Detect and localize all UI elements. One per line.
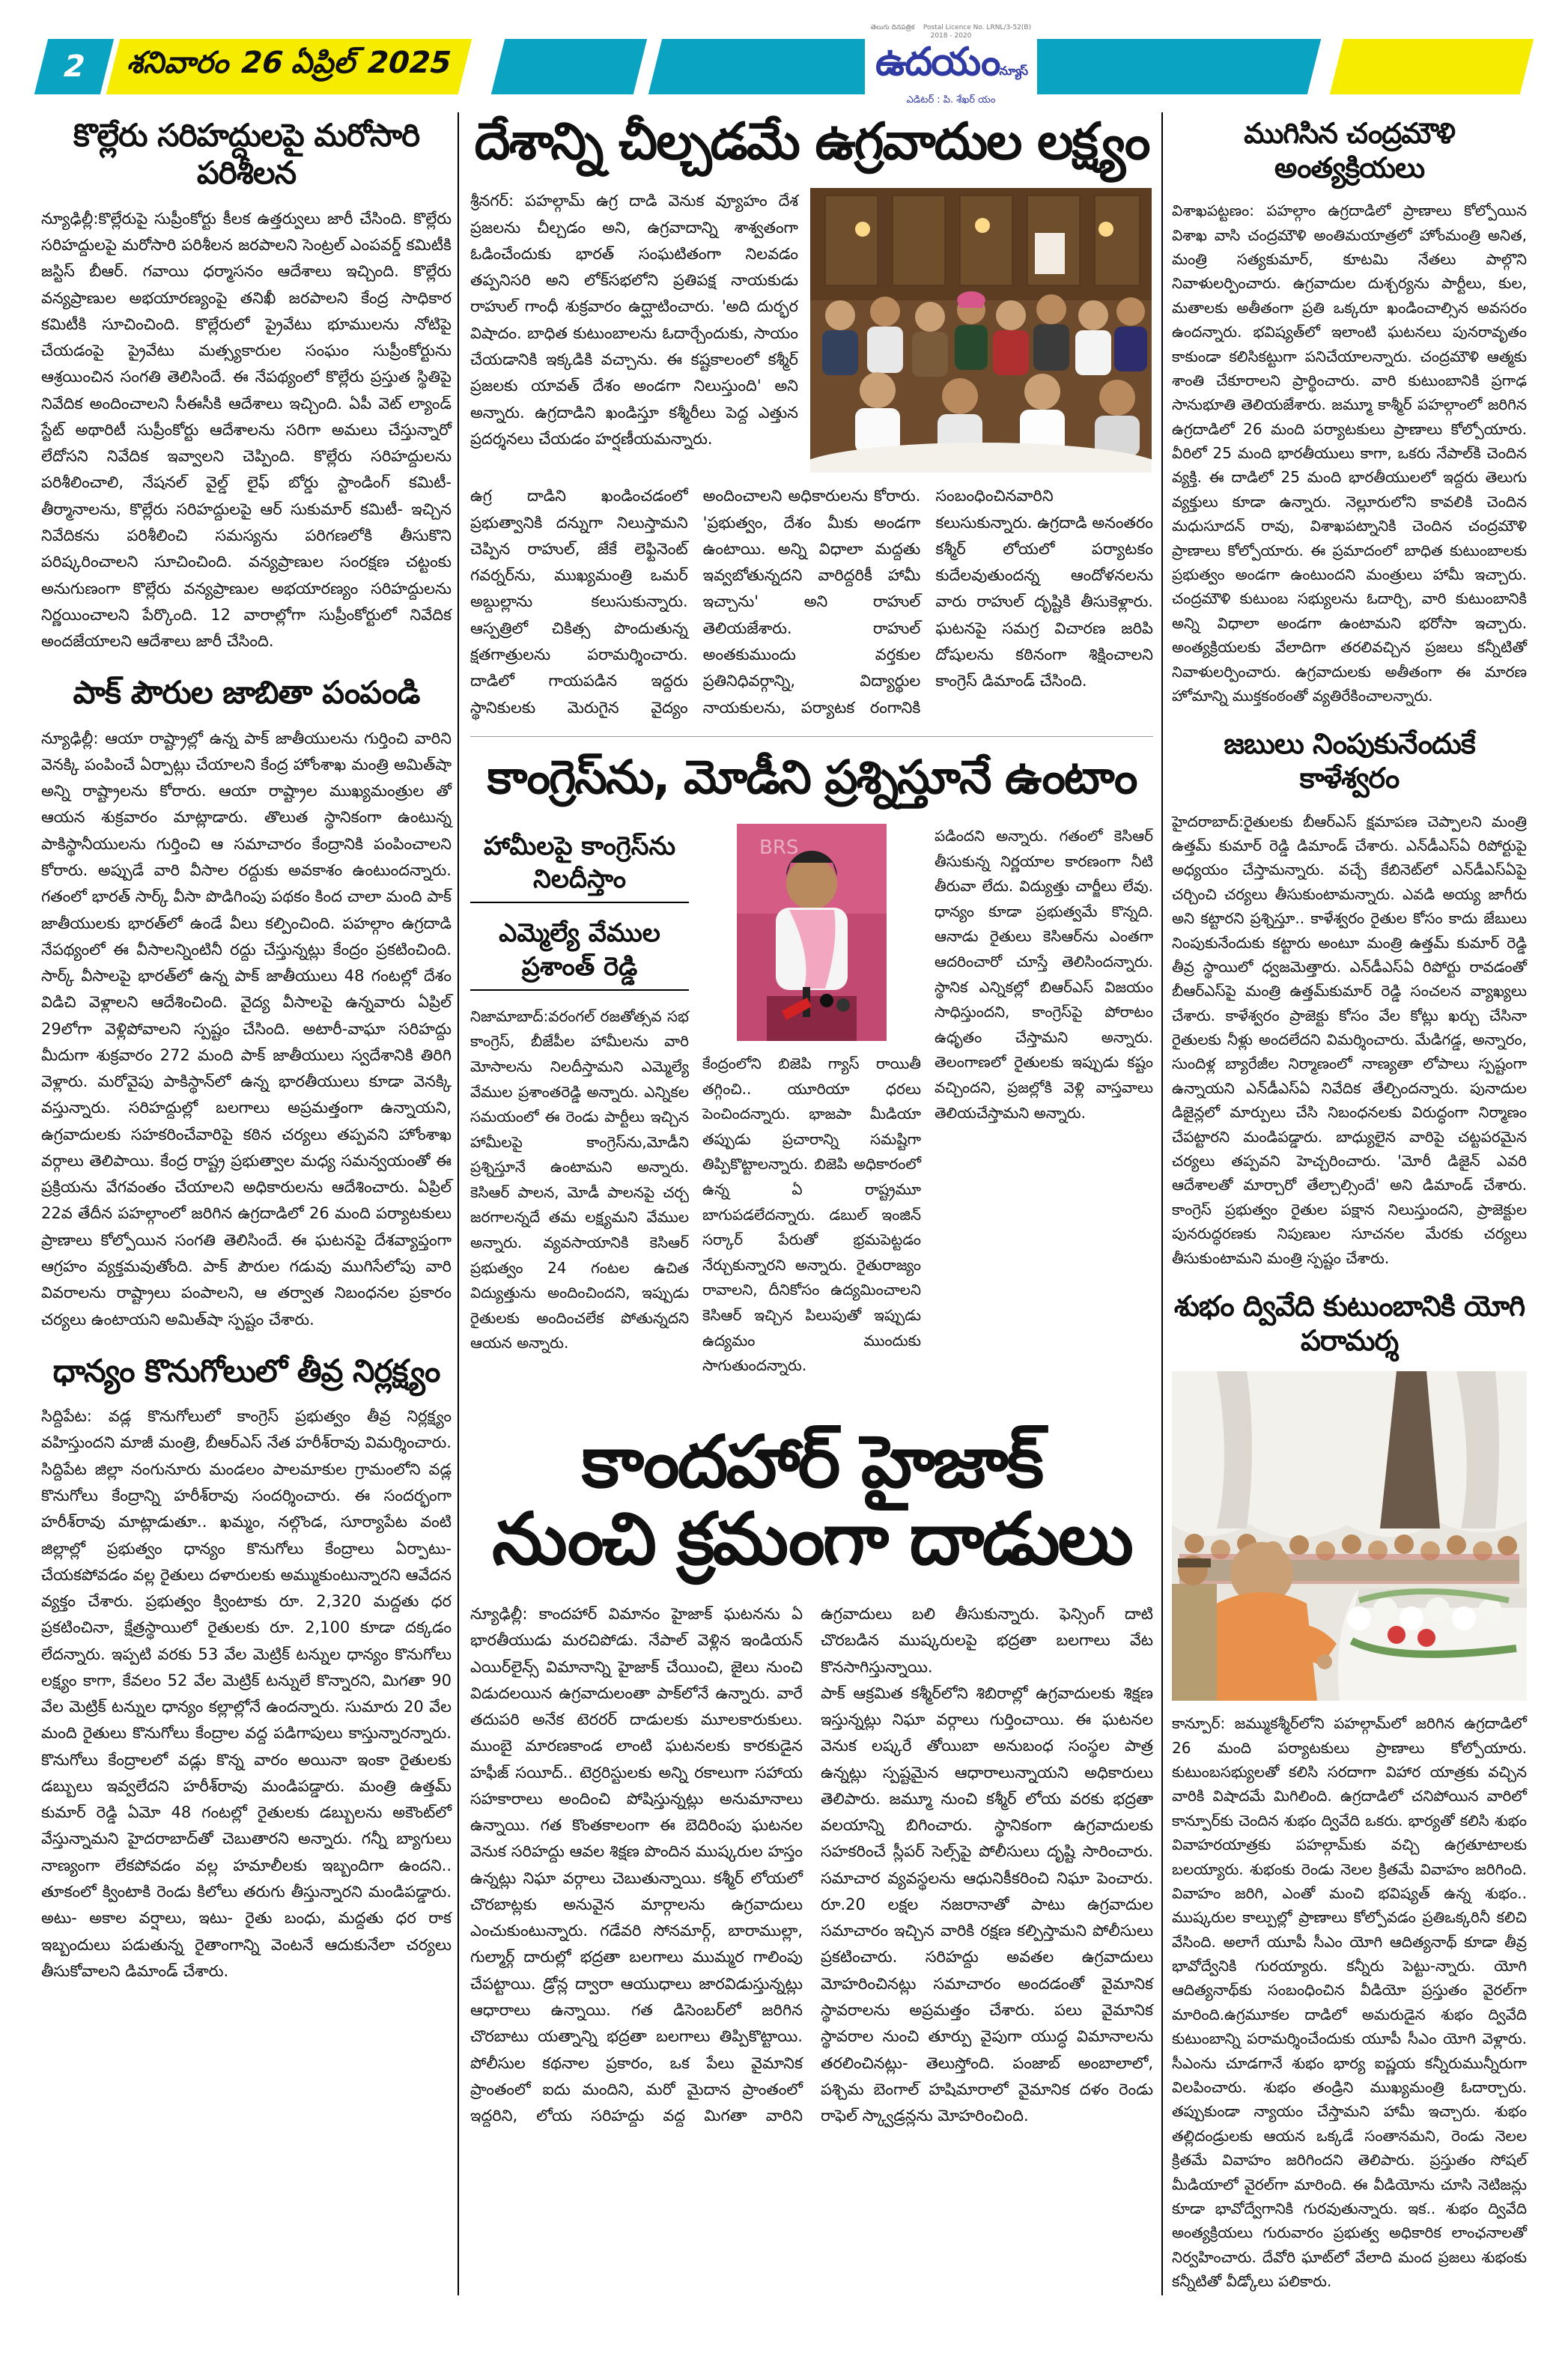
right-column [1172,112,1527,2313]
headline: కొల్లేరు సరిహద్దులపై మరోసారి పరిశీలన [73,117,420,192]
article-body: విశాఖపట్టణం: పహల్గాం ఉగ్రదాడిలో ప్రాణాలు కోల్పోయిన విశాఖ వాసి చంద్రమౌళి అంతిమయాత్రలో హోంమంత్రి అనిత, మంత్రి సత్యకుమార్, కూటమి నేతలు పాల్గొని నివాళులర్పించారు. ఉగ్రవాదుల దుశ్చర్యను పార్టీలు, కుల, మతాలకు అతీతంగా ప్రతి ఒక్కరూ ఖండించాల్సిన అవసరం ఉందన్నారు. భవిష్యత్‌లో ఇలాంటి ఘటనలు పునరావృతం కాకుండా కలిసికట్టుగా పనిచేయాలన్నారు. చంద్రమౌళి ఆత్మకు శాంతి చేకూరాలని ప్రార్థించారు. వారి కుటుంబానికి ప్రగాఢ సానుభూతి తెలియజేశారు. జమ్మూ కాశ్మీర్ పహల్గాంలో జరిగిన ఉగ్రదాడిలో 26 మంది పర్యాటకులు ప్రాణాలు కోల్పోయారు. వీరిలో 25 మంది భారతీయులు కాగా, ఒకరు నేపాల్‌కి చెందిన వ్యక్తి. ఈ దాడిలో 25 మంది భారతీయులలో ఇద్దరు తెలుగు వ్యక్తులు కూడా ఉన్నారు. నెల్లూరులోని కావలికి చెందిన మధుసూదన్ రావు, విశాఖపట్నానికి చెందిన చంద్రమౌళి ప్రాణాలు కోల్పోయారు. ఈ ప్రమాదంలో బాధిత కుటుంబాలకు ప్రభుత్వం అండగా ఉంటుందని మంత్రులు హామీ ఇచ్చారు. చంద్రమౌళి కుటుంబ సభ్యులను ఓదార్చి, వారి కుటుంబానికి అన్ని విధాలా అండగా ఉంటామని భరోసా ఇచ్చారు. అంత్యక్రియలకు వేలాదిగా తరలివచ్చిన ప్రజలు కన్నీటితో నివాళులర్పించారు. ఉగ్రవాదులకు అతీతంగా ఈ మారణ హోమాన్ని ముక్తకంఠంతో వ్యతిరేకించాలన్నారు. [1172,201,1527,705]
masthead-cyan-strip-left [491,39,647,94]
article-terrorists-aim [470,112,1153,721]
headline [470,1419,1153,1582]
meeting-photo-illustration [810,188,1152,473]
headline: జబులు నింపుకునేందుకే కాళేశ్వరం [1224,727,1475,795]
article-kandahar-hijack [470,1419,1153,2130]
article-body: కేంద్రంలోని బిజెపి గ్యాస్ రాయితీ తగ్గించి.. యూరియా ధరలు పెంచిందన్నారు. భాజపా మీడియా తప్పుడు ప్రచారాన్ని సమష్టిగా తిప్పికొట్టాలన్నారు. బిజెపి అధికారంలో ఉన్న ఏ రాష్ట్రమూ బాగుపడలేదన్నారు. డబుల్ ఇంజిన్ సర్కార్ పేరుతో భ్రమపెట్టడం నేర్చుకున్నారని అన్నారు. రైతురాజ్యం రావాలని, దీనికోసం ఉద్యమించాలని కెసిఆర్ ఇచ్చిన పిలుపుతో ఇప్పుడు ఉద్యమం ముందుకు సాగుతుందన్నారు. [702,1054,921,1375]
article-body: న్యూఢిల్లీ: ఆయా రాష్ట్రాల్లో ఉన్న పాక్ జాతీయులను గుర్తించి వారిని వెనక్కి పంపించే ఏర్పాట్లు చేయాలని కేంద్ర హోంశాఖ మంత్రి అమిత్‌షా అన్ని రాష్ట్రాలను కోరారు. ఆయా రాష్ట్రాల ముఖ్యమంత్రుల తో ఆయన శుక్రవారం మాట్లాడారు. తొలుత స్థానికంగా ఉంటున్న పాకిస్థానీయులను గుర్తించి ఆ సమాచారం కేంద్రానికి పంపించాలని కోరారు. అప్పుడే వారి వీసాల రద్దుకు అవకాశం ఉంటుందన్నారు. గతంలో భారత్ సార్క్ వీసా పొడిగింపు పథకం కింద చాలా మంది పాక్ జాతీయులకు భారత్‌లో ఉండే వీలు కల్పించింది. పహల్గాం ఉగ్రదాడి నేపథ్యంలో ఈ వీసాలన్నింటినీ రద్దు చేస్తున్నట్లు కేంద్రం ప్రకటించింది. సార్క్ వీసాలపై భారత్‌లో ఉన్న పాక్ జాతీయులు 48 గంటల్లో దేశం విడిచి వెళ్లాలని ఆదేశించింది. వైద్య వీసాలపై ఉన్నవారు ఏప్రిల్ 29లోగా వెళ్లిపోవాలని స్పష్టం చేసింది. అటారీ-వాఘా సరిహద్దు మీదుగా శుక్రవారం 272 మంది పాక్ జాతీయులు స్వదేశానికి తిరిగి వెళ్లారు. మరోవైపు పాకిస్థాన్‌లో ఉన్న భారతీయులు కూడా వెనక్కి వస్తున్నారు. సరిహద్దుల్లో బలగాలు అప్రమత్తంగా ఉన్నాయని, ఉగ్రవాదులకు సహకరించేవారిపై కఠిన చర్యలు తప్పవని హోంశాఖ వర్గాలు తెలిపాయి. కేంద్ర రాష్ట్ర ప్రభుత్వాల మధ్య సమన్వయంతో ఈ ప్రక్రియను వేగవంతం చేయాలని అధికారులను ఆదేశించారు. ఏప్రిల్ 22వ తేదీన పహల్గాంలో జరిగిన ఉగ్రదాడిలో 26 మంది పర్యాటకులు ప్రాణాలు కోల్పోయిన సంగతి తెలిసిందే. ఈ ఘటనపై దేశవ్యాప్తంగా ఆగ్రహం వ్యక్తమవుతోంది. పాక్ పౌరుల గడువు ముగిసేలోపు వారి వివరాలను రాష్ట్రాలు పంపాలని, ఆ తర్వాత నిబంధనల ప్రకారం చర్యలు ఉంటాయని అమిత్‌షా స్పష్టం చేశారు. [41,729,452,1329]
article-chandramouli-funeral [1172,117,1527,708]
article-body-col1: న్యూఢిల్లీ: కాందహార్ విమానం హైజాక్ ఘటనను ఏ భారతీయుడు మరచిపోడు. నేపాల్ వెళ్లిన ఇండియన్ ఎయిర్‌లైన్స్ విమానాన్ని హైజాక్ చేయించి, జైలు నుంచి విడుదలయిన ఉగ్రవాదులంతా పాక్‌లోనే ఉన్నారు. వారే తదుపరి అనేక టెరరర్ దాడులకు మూలకారుకులు. ముంబై మారణకాండ లాంటి ఘటనలకు కారకుడైన హఫీజ్ సయీద్.. టెర్రరిస్టులకు అన్ని రకాలుగా సహాయ సహకారాలు అందించి పోషిస్తున్నట్లు అనుమానాలు ఉన్నాయి. గత కొంతకాలంగా ఈ బెదిరింపు ఘటనల వెనుక సరిహద్దు ఆవల శిక్షణ పొందిన ముష్కరుల హస్తం ఉన్నట్లు నిఘా వర్గాలు చెబుతున్నాయి. కశ్మీర్ లోయలో చొరబాట్లకు అనువైన మార్గాలను ఉగ్రవాదులు ఎంచుకుంటున్నారు. గడేవరి సోనమార్గ్, బారాముల్లా, గుల్మార్గ్ దారుల్లో భద్రతా బలగాలు ముమ్మర గాలింపు చేపట్టాయి. డ్రోన్ల ద్వారా ఆయుధాలు జారవిడుస్తున్నట్లు ఆధారాలు ఉన్నాయి. గత డిసెంబర్‌లో జరిగిన చొరబాటు యత్నాన్ని భద్రతా బలగాలు తిప్పికొట్టాయి. పోలీసుల కథనాల ప్రకారం, ఒక పేలు వైమానిక ప్రాంతంలో ఐదు మందిని, మరో మైదాన ప్రాంతంలో ఇద్దరిని, లోయ సరిహద్దు వద్ద మిగతా వారిని ఉగ్రవాదులు బలి తీసుకున్నారు. ఫెన్సింగ్ దాటి చొరబడిన ముష్కరులపై భద్రతా బలగాలు వేట కొనసాగిస్తున్నాయి. [470,1605,1153,2125]
article-yogi-condolence [1172,1290,1527,2294]
kicker-line-2: ఎమ్మెల్యే వేముల ప్రశాంత్ రెడ్డి [470,911,689,990]
svg-text:BRS: BRS [759,836,799,859]
headline-line-2: నుంచి క్రమంగా దాడులు [492,1497,1131,1582]
article-body-col2: పాక్ ఆక్రమిత కశ్మీర్‌లోని శిబిరాల్లో ఉగ్రవాదులకు శిక్షణ ఇస్తున్నట్లు నిఘా వర్గాలు గుర్తించాయి. ఈ ఘటనల వెనుక లష్కరే తోయిబా అనుబంధ సంస్థల పాత్ర ఉన్నట్లు స్పష్టమైన ఆధారాలున్నాయని అధికారులు తెలిపారు. జమ్మూ నుంచి కశ్మీర్ లోయ వరకు భద్రతా వలయాన్ని బిగించారు. స్థానికంగా ఉగ్రవాదులకు సహకరించే స్లీపర్ సెల్స్‌పై పోలీసులు దృష్టి సారించారు. సమాచార వ్యవస్థలను ఆధునికీకరించి నిఘా పెంచారు. రూ.20 లక్షల నజరానాతో పాటు ఉగ్రవాదుల సమాచారం ఇచ్చిన వారికి రక్షణ కల్పిస్తామని పోలీసులు ప్రకటించారు. సరిహద్దు అవతల ఉగ్రవాదులు మోహరించినట్లు సమాచారం అందడంతో వైమానిక స్థావరాలను అప్రమత్తం చేశారు. పలు వైమానిక స్థావరాల నుంచి తూర్పు వైపుగా యుద్ధ విమానాలను తరలించినట్లు- తెలుస్తోంది. పంజాబ్ అంబాలాలో, పశ్చిమ బెంగాల్ హషిమారాలో వైమానిక దళం రెండు రాఫెల్ స్క్వాడ్రన్లను మోహరించింది. [821,1684,1153,2125]
editor-line: ఎడిటర్ : పి. శేఖర్ యం [906,94,996,106]
headline-line-1: కాందహార్ హైజాక్ [581,1419,1042,1504]
column-divider-left [458,112,459,2295]
headline: ముగిసిన చంద్రమౌళి అంత్యక్రియలు [1244,117,1455,184]
article-congress-question [470,749,1153,1398]
headline: శుభం ద్వివేది కుటుంబానికి యోగి పరామర్శ [1173,1290,1525,1357]
congress-col-1 [470,824,689,1398]
logo-suffix: న్యూస్ [999,64,1027,78]
article-body: హైదరాబాద్:రైతులకు బీఆర్ఎస్ క్షమాపణ చెప్పాలని మంత్రి ఉత్తమ్ కుమార్ రెడ్డి డిమాండ్ చేశారు. ఎన్‌డీఎస్ఏ రిపోర్టుపై అధ్యయం చేస్తామన్నారు. వచ్చే కేబినెట్‌లో ఎన్‌డీఎస్ఏపై చర్చించి చర్యలు తీసుకుంటామన్నారు. ఎవడి అయ్య జాగీరు అని కట్టారని ప్రశ్నిస్తూ.. కాళేశ్వరం రైతుల కోసం కాదు జేబులు నింపుకునేందుకు కట్టారు అంటూ మంత్రి ఉత్తమ్ కుమార్ రెడ్డి తీవ్ర స్థాయిలో ధ్వజమెత్తారు. ఎన్‌డీఎస్ఏ రిపోర్టు రావడంతో బీఆర్ఎస్‌పై మంత్రి ఉత్తమ్‌కుమార్ రెడ్డి సంచలన వ్యాఖ్యలు చేశారు. కాళేశ్వరం ప్రాజెక్టు కోసం వేల కోట్లు ఖర్చు చేసినా రైతులకు నీళ్లు అందలేదని విమర్శించారు. మేడిగడ్డ, అన్నారం, సుందిళ్ల బ్యారేజీల నిర్మాణంలో నాణ్యతా లోపాలు స్పష్టంగా ఉన్నాయని ఎన్‌డీఎస్ఏ నివేదిక తేల్చిందన్నారు. పునాదుల డిజైన్లలో మార్పులు చేసి నిబంధనలకు విరుద్ధంగా నిర్మాణం చేపట్టారని మండిపడ్డారు. బాధ్యులైన వారిపై చట్టపరమైన చర్యలు తప్పవని హెచ్చరించారు. 'మోరీ డిజైన్ ఎవరి ఆదేశాలతో మార్చారో తేల్చాల్సిందే' అని డిమాండ్ చేశారు. కాంగ్రెస్ ప్రభుత్వం రైతుల పక్షాన నిలుస్తుందని, ప్రాజెక్టుల పునరుద్ధరణకు నిపుణుల సూచనల మేరకు చర్యలు తీసుకుంటామని మంత్రి స్పష్టం చేశారు. [1172,812,1527,1267]
article-body: పడిందని అన్నారు. గతంలో కెసిఆర్ తీసుకున్న నిర్ణయాల కారణంగా నీటి తీరువా లేదు. విద్యుత్తు చార్జీలు లేవు. ధాన్యం కూడా ప్రభుత్వమే కొన్నది. ఆనాడు రైతులు కెసిఆర్‌ను ఎంతగా ఆదరించారో చూస్తే తెలిసిందన్నారు. స్థానిక ఎన్నికల్లో బిఆర్ఎస్ విజయం సాధిస్తుందని, కాంగ్రెస్‌పై పోరాటం ఉధృతం చేస్తామని అన్నారు. తెలంగాణలో రైతులకు ఇప్పుడు కష్టం వచ్చిందని, ప్రజల్లోకి వెళ్లి వాస్తవాలు తెలియచేస్తామని అన్నారు. [935,826,1153,1122]
headline: పాక్ పౌరుల జాబితా పంపండి [73,674,420,711]
page-number-badge [34,39,114,94]
newspaper-logo: ఉదయంన్యూస్ [875,40,1027,85]
newspaper-logo-box [865,22,1037,112]
article-pak-citizens [41,674,452,1333]
left-column [41,112,452,2004]
congress-col-3 [935,824,1153,1398]
masthead [41,24,1527,106]
article-body: కాన్పూర్: జమ్ముకశ్మీర్‌లోని పహల్గామ్‌లో జరిగిన ఉగ్రదాడిలో 26 మంది పర్యాటకులు ప్రాణాలు కోల్పోయారు. కుటుంబసభ్యులతో కలిసి సరదాగా విహార యాత్రకు వచ్చిన వారికి విషాదమే మిగిలింది. ఉగ్రదాడిలో చనిపోయిన వారిలో కాన్పూర్‌కు చెందిన శుభం ద్వివేది ఒకరు. భార్యతో కలిసి శుభం వివాహరయాత్రకు పహల్గామ్‌కు వచ్చి ఉగ్రతూటాలకు బలయ్యారు. శుభంకు రెండు నెలల క్రితమే వివాహం జరిగింది. వివాహం జరిగి, ఎంతో మంచి భవిష్యత్ ఉన్న శుభం.. ముష్కరుల కాల్పుల్లో ప్రాణాలు కోల్పోవడం ప్రతిఒక్కరినీ కలిచి వేసింది. అలాగే యూపీ సీఎం యోగి ఆదిత్యనాథ్ కూడా తీవ్ర భావోద్వేనికి గురయ్యారు. కన్నీరు పెట్టు-న్నారు. యోగి ఆదిత్యనాథ్‌కు సంబంధించిన వీడియో ప్రస్తుతం వైరల్‌గా మారింది.ఉగ్రమూకల దాడిలో అమరుడైన శుభం ద్వివేది కుటుంబాన్ని పరామర్శించేందుకు యూపీ సీఎం యోగి వెళ్లారు. సీఎంను చూడగానే శుభం భార్య ఐష్ణయ కన్నీరుమున్నీరుగా విలపించారు. శుభం తండ్రిని ముఖ్యమంత్రి ఓదార్చారు. తప్పుకుండా న్యాయం చేస్తామని హామీ ఇచ్చారు. శుభం తల్లిదండ్రులకు ఆయన ఒక్కడే సంతానమని, రెండు నెలల క్రితమే వివాహం జరిగిందని తెలిపారు. ప్రస్తుతం సోషల్ మీడియాలో వైరల్‌గా మారింది. ఈ వీడియోను చూసి నెటిజన్లు కూడా భావోద్వేగానికి గురవుతున్నారు. ఇక.. శుభం ద్వివేది అంత్యక్రియలు గురువారం ప్రభుత్వ అధికారిక లాంఛనాలతో నిర్వహించారు. దేవోరి ఘాట్‌లో వేలాది మంద ప్రజలు శుభంకు కన్నీటితో వీడ్కోలు పలికారు. [1172,1714,1527,2291]
masthead-yellow-strip-right [1330,39,1534,94]
section-divider [470,736,1153,737]
column-divider-right [1161,112,1163,2295]
kicker-line-1: హామీలపై కాంగ్రెస్‌ను నిలదీస్తాం [470,824,689,903]
page-number: 2 [59,49,89,84]
yogi-condolence-photo [1172,1371,1527,1701]
article-body: నిజామాబాద్:వరంగల్ రజతోత్సవ సభ కాంగ్రెస్, బీజేపీల హామీలను వారి మోసాలను నిలదీస్తామని ఎమ్మెల్యే వేముల ప్రశాంతరెడ్డి అన్నారు. ఎన్నికల సమయంలో ఈ రెండు పార్టీలు ఇచ్చిన హామీలపై కాంగ్రెస్‌ను,మోడీని ప్రశ్నిస్తూనే ఉంటామని అన్నారు. కెసిఆర్ పాలన, మోడీ పాలనపై చర్చ జరగాలన్నదే తమ లక్ష్యమని వేముల అన్నారు. వ్యవసాయానికి కెసిఆర్ ప్రభుత్వం 24 గంటల ఉచిత విద్యుత్తును అందించిందని, ఇప్పుడు రైతులకు అందించలేక పోతున్నదని ఆయన అన్నారు. [470,1007,689,1352]
date-band [106,39,472,94]
headline: కాంగ్రెస్‌ను, మోడీని ప్రశ్నిస్తూనే ఉంటాం [487,749,1137,804]
article-kaleshwaram [1172,727,1527,1270]
condolence-photo-illustration [1172,1371,1527,1701]
headline: ధాన్యం కొనుగోలులో తీవ్ర నిర్లక్ష్యం [52,1352,440,1389]
article-body: ఉగ్ర దాడిని ఖండించడంలో ప్రభుత్వానికి దన్నుగా నిలుస్తామని చెప్పిన రాహుల్, జేకే లెఫ్టినెంట్ గవర్నర్‌ను, ముఖ్యమంత్రి ఒమర్ అబ్దుల్లాను కలుసుకున్నారు. ఆస్పత్రిలో చికిత్స పొందుతున్న క్షతగాత్రులను పరామర్శించారు. దాడిలో గాయపడిన ఇద్దరు స్థానికులకు మెరుగైన వైద్యం అందించాలని అధికారులను కోరారు. 'ప్రభుత్వం, దేశం మీకు అండగా ఉంటాయి. అన్ని విధాలా మద్దతు ఇవ్వబోతున్నదని వారిద్దరికీ హామీ ఇచ్చాను' అని రాహుల్ తెలియజేశారు. రాహుల్ అంతకుముందు వర్తకుల ప్రతినిధివర్గాన్ని, విద్యార్థుల నాయకులను, పర్యాటక రంగానికి సంబంధించినవారిని కలుసుకున్నారు. ఉగ్రదాడి అనంతరం కశ్మీర్ లోయలో పర్యాటకం కుదేలవుతుందన్న ఆందోళనలను వారు రాహుల్ దృష్టికి తీసుకెళ్లారు. ఘటనపై సమగ్ర విచారణ జరిపి దోషులను కఠినంగా శిక్షించాలని కాంగ్రెస్ డిమాండ్ చేసింది. [470,487,1153,717]
article-kolleru [41,117,452,655]
edition-date: శనివారం 26 ఏప్రిల్ 2025 [124,46,455,80]
logo-tagline: తెలుగు దినపత్రిక [870,24,915,31]
article-paddy-procurement [41,1352,452,1985]
prashanth-reddy-photo [737,824,887,1041]
center-column [470,112,1153,2129]
article-body: సిద్దిపేట: వడ్ల కొనుగోలులో కాంగ్రెస్ ప్రభుత్వం తీవ్ర నిర్లక్ష్యం వహిస్తుందని మాజీ మంత్రి, బీఆర్ఎస్ నేత హరీశ్‌రావు విమర్శించారు. సిద్దిపేట జిల్లా నంగునూరు మండలం పాలమాకుల గ్రామంలోని వడ్ల కొనుగోలు కేంద్రాన్ని హరీశ్‌రావు సందర్శించారు. ఈ సందర్భంగా హరీశ్‌రావు మాట్లాడుతూ.. ఖమ్మం, నల్గొండ, సూర్యాపేట వంటి జిల్లాల్లో ప్రభుత్వం ధాన్యం కొనుగోలు కేంద్రాలు ఏర్పాటు- చేయకపోవడం వల్ల రైతులు దళారులకు అమ్ముకుంటున్నారని ఆవేదన వ్యక్తం చేశారు. ప్రభుత్వం క్వింటాకు రూ. 2,320 మద్దతు ధర ప్రకటించినా, క్షేత్రస్థాయిలో రైతులకు రూ. 2,100 కూడా దక్కడం లేదన్నారు. ఇప్పటి వరకు 53 వేల మెట్రిక్ టన్నుల ధాన్యం కొనుగోలు లక్ష్యం కాగా, కేవలం 52 వేల మెట్రిక్ టన్నులే కొన్నారని, మిగతా 90 వేల మెట్రిక్ టన్నుల ధాన్యం కల్లాల్లోనే ఉందన్నారు. సుమారు 20 వేల మంది రైతులు కొనుగోలు కేంద్రాల వద్ద పడిగాపులు కాస్తున్నారన్నారు. కొనుగోలు కేంద్రాలలో వడ్లు కొన్న వారం అయినా ఇంకా రైతులకు డబ్బులు ఇవ్వలేదని హరీశ్‌రావు మండిపడ్డారు. మంత్రి ఉత్తమ్ కుమార్ రెడ్డి ఏమో 48 గంటల్లో రైతులకు డబ్బులను అకౌంట్‌లో వేస్తున్నామని హైదరాబాద్‌తో చెబుతారని అన్నారు. గన్నీ బ్యాగులు నాణ్యంగా లేకపోవడం వల్ల హమాలీలకు ఇబ్బందిగా ఉందని.. తూకంలో క్వింటాకి రెండు కిలోలు తరుగు తీస్తున్నారని మండిపడ్డారు. అటు- అకాల వర్షాలు, ఇటు- రైతు బంధు, మద్దతు ధర రాక ఇబ్బందులు పడుతున్న రైతాంగాన్ని వెంటనే ఆదుకునేలా చర్యలు తీసుకోవాలని డిమాండ్ చేశారు. [41,1407,452,1980]
postal-licence-line: Postal Licence No. LRNL/3-52(B) 2018 - 2020 [923,24,1032,40]
congress-col-2 [702,824,921,1398]
rahul-gandhi-meeting-photo [810,188,1152,473]
press-meet-photo-illustration [737,824,887,1041]
article-body: న్యూఢిల్లీ:కొల్లేరుపై సుప్రీంకోర్టు కీలక ఉత్తర్వులు జారీ చేసింది. కొల్లేరు సరిహద్దులపై మరోసారి పరిశీలన జరపాలని సెంట్రల్ ఎంపవర్డ్ కమిటీకి జస్టిస్ బీఆర్. గవాయి ధర్మాసనం ఆదేశాలు ఇచ్చింది. కొల్లేరు వన్యప్రాణుల అభయారణ్యంపై తనిఖీ జరపాలని కేంద్ర సాధికార కమిటీకి సూచించింది. కొల్లేరులో ప్రైవేటు భూములను నోటిపై చేయడంపై ప్రైవేటు మత్స్యకారుల సంఘం సుప్రీంకోర్టును ఆశ్రయించిన సంగతి తెలిసిందే. ఈ నేపథ్యంలో కొల్లేరు ప్రస్తుత స్థితిపై నివేదిక అందించాలని సీఈసీకి ఆదేశాలు ఇచ్చింది. ఏపీ వెట్ ల్యాండ్ స్టేట్ అథారిటీ సుప్రీంకోర్టు ఆదేశాలను సరిగా అమలు చేస్తున్నారో లేదోసని నివేదిక ఇవ్వాలని చెప్పింది. కొల్లేరు సరిహద్దులను పరిశీలించాలి, నేషనల్ వైల్డ్ లైఫ్ బోర్డు స్టాండింగ్ కమిటీ- తీర్మానాలను, కొల్లేరు సరిహద్దులపై ఆర్ సుకుమార్ కమిటీ- ఇచ్చిన నివేదికను పరిశీలించి సమస్యను పరిగణలోకి తీసుకొని పరిష్కరించాలని సూచించింది. వన్యప్రాణుల సంరక్షణ చట్టంకు అనుగుణంగా కొల్లేరు వన్యప్రాణుల అభయారణ్యం సరిహద్దులను నిర్ణయించాలని పేర్కొంది. 12 వారాల్లోగా సుప్రీంకోర్టులో నివేదిక అందజేయాలని ఆదేశాలు జారీ చేసింది. [41,209,452,651]
headline: దేశాన్ని చీల్చడమే ఉగ్రవాదుల లక్ష్యం [474,112,1149,171]
article-lead: శ్రీనగర్: పహల్గామ్ ఉగ్ర దాడి వెనుక వ్యూహం దేశ ప్రజలను చీల్చడం అని, ఉగ్రవాదాన్ని శాశ్వతంగా ఓడించేందుకు భారత్ సంఘటితంగా నిలవడం తప్పనిసరి అని లోక్‌సభలోని ప్రతిపక్ష నాయకుడు రాహుల్ గాంధీ శుక్రవారం ఉద్ఘాటించారు. 'అది దుర్భర విషాదం. బాధిత కుటుంబాలను ఓదార్చేందుకు, సాయం చేయడానికి ఇక్కడికి వచ్చాను. ఈ కష్టకాలంలో కశ్మీర్ ప్రజలకు యావత్ దేశం అండగా నిలుస్తుంది' అని అన్నారు. ఉగ్రదాడిని ఖండిస్తూ కశ్మీరీలు పెద్ద ఎత్తున ప్రదర్శనలు చేయడం హర్షణీయమన్నారు. [470,192,798,448]
